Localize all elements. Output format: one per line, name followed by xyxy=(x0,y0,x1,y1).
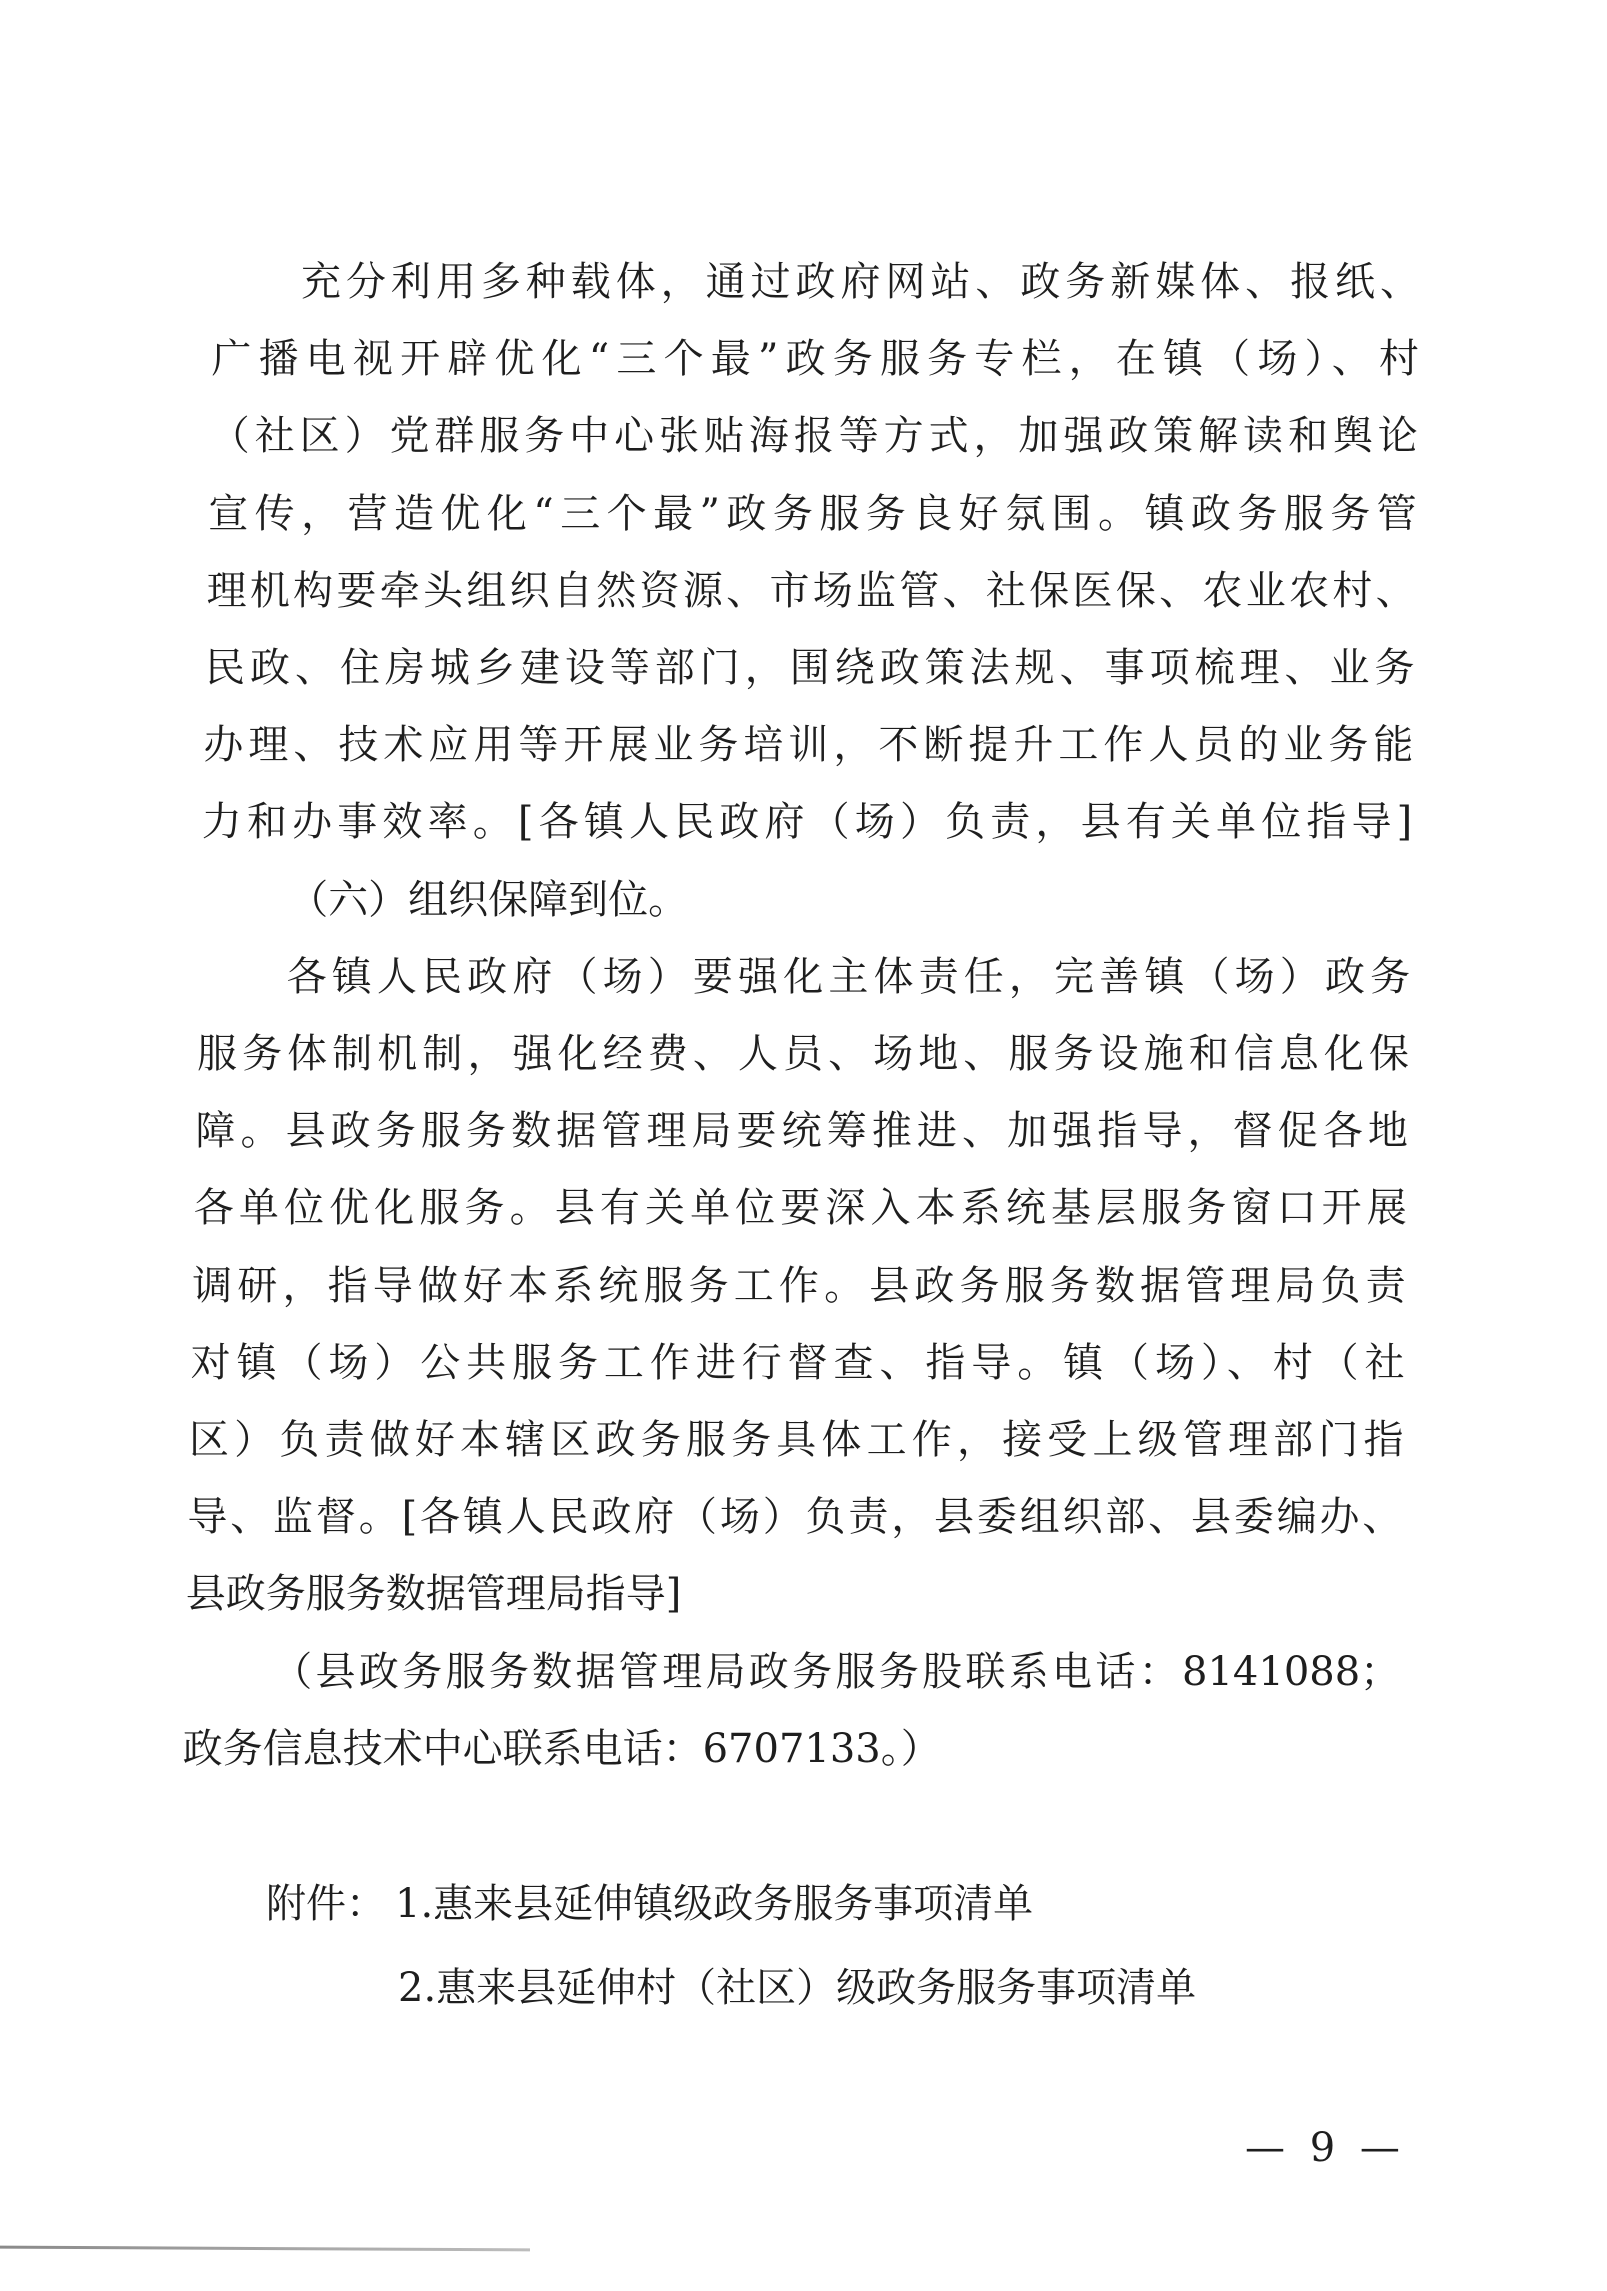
text-line: 区）负责做好本辖区政务服务具体工作，接受上级管理部门指 xyxy=(189,1417,1404,1463)
text-line: 各单位优化服务。县有关单位要深入本系统基层服务窗口开展 xyxy=(193,1185,1407,1232)
attachment-item: 2.惠来县延伸村（社区）级政务服务事项清单 xyxy=(398,1965,1197,2011)
text-line: 障。县政务服务数据管理局要统筹推进、加强指导，督促各地 xyxy=(195,1108,1408,1155)
scan-edge-line xyxy=(0,2246,530,2252)
text-line: 政务信息技术中心联系电话：6707133。） xyxy=(182,1725,941,1772)
page-number: — 9 — xyxy=(1245,2125,1406,2171)
text-line: （六）组织保障到位。 xyxy=(288,876,689,923)
text-line: 县政务服务数据管理局指导] xyxy=(185,1571,682,1618)
text-line: 导、监督。[各镇人民政府（场）负责，县委组织部、县委编办、 xyxy=(187,1494,1403,1541)
text-line: 力和办事效率。[各镇人民政府（场）负责，县有关单位指导] xyxy=(201,799,1413,846)
text-line: 对镇（场）公共服务工作进行督查、指导。镇（场）、村（社 xyxy=(190,1339,1405,1386)
attachment-item: 1.惠来县延伸镇级政务服务事项清单 xyxy=(395,1881,1034,1927)
text-line: 民政、住房城乡建设等部门，围绕政策法规、事项梳理、业务 xyxy=(205,645,1415,691)
text-line: 理机构要牵头组织自然资源、市场监管、社保医保、农业农村、 xyxy=(206,567,1416,614)
attachments-label: 附件： xyxy=(266,1881,386,1927)
text-line: 调研，指导做好本系统服务工作。县政务服务数据管理局负责 xyxy=(192,1262,1406,1309)
text-line: 办理、技术应用等开展业务培训，不断提升工作人员的业务能 xyxy=(203,722,1414,769)
text-line: 广播电视开辟优化“三个最”政务服务专栏，在镇（场）、村 xyxy=(211,336,1419,383)
text-line: 服务体制机制，强化经费、人员、场地、服务设施和信息化保 xyxy=(197,1031,1409,1077)
text-line: 充分利用多种载体，通过政府网站、政务新媒体、报纸、 xyxy=(301,259,1420,305)
text-line: （社区）党群服务中心张贴海报等方式，加强政策解读和舆论 xyxy=(209,413,1418,460)
text-line: 宣传，营造优化“三个最”政务服务良好氛围。镇政务服务管 xyxy=(208,490,1417,537)
text-line: （县政务服务数据管理局政务服务股联系电话：8141088； xyxy=(272,1648,1401,1695)
text-line: 各镇人民政府（场）要强化主体责任，完善镇（场）政务 xyxy=(286,953,1411,1000)
